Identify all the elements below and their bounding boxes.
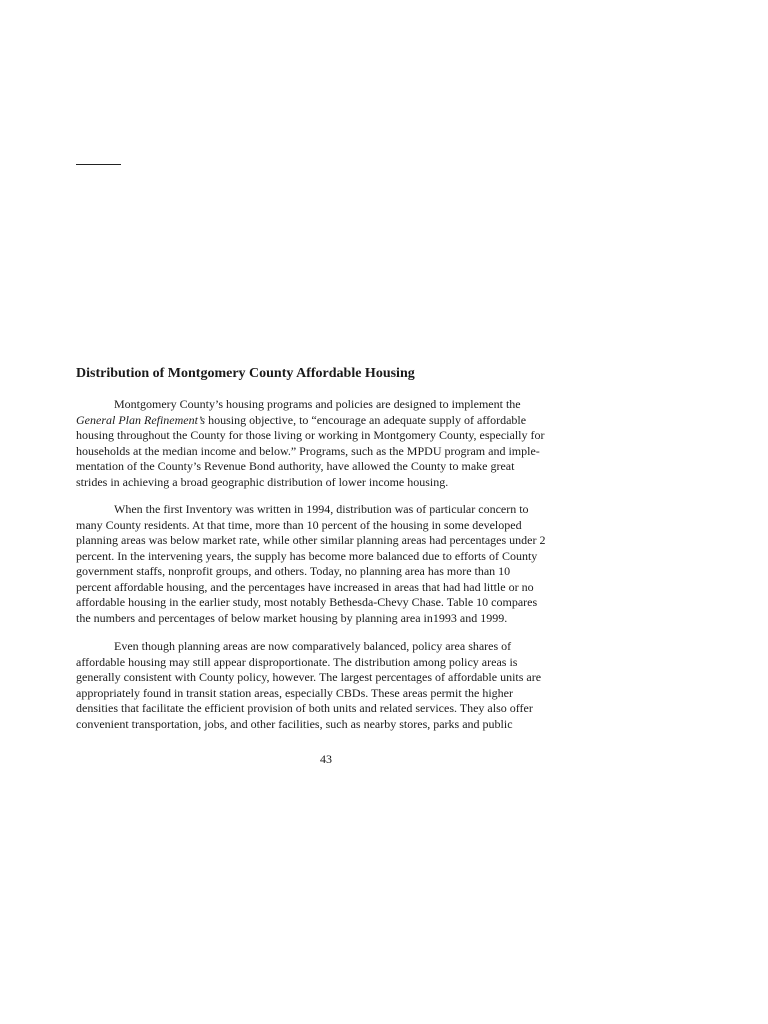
paragraph-1 bbox=[76, 397, 596, 490]
paragraph-line: percent. In the intervening years, the supply has become more balanced due to efforts of County bbox=[76, 548, 538, 563]
italic-title: General Plan Refinement’s bbox=[76, 412, 206, 427]
paragraph-line: When the first Inventory was written in 1994, distribution was of particular concern to bbox=[114, 502, 529, 516]
paragraph-line: mentation of the County’s Revenue Bond authority, have allowed the County to make great bbox=[76, 459, 515, 473]
paragraph-line: the numbers and percentages of below market housing by planning area in1993 and 1999. bbox=[76, 610, 508, 625]
paragraph-line: appropriately found in transit station areas, especially CBDs. These areas permit the higher bbox=[76, 685, 513, 700]
paragraph-line: affordable housing may still appear disproportionate. The distribution among policy areas is bbox=[76, 654, 518, 669]
paragraph-line: percent affordable housing, and the percentages have increased in areas that had had little or no bbox=[76, 579, 534, 594]
page-number: 43 bbox=[320, 752, 332, 766]
paragraph-line: government staffs, nonprofit groups, and others. Today, no planning area has more than 10 bbox=[76, 564, 511, 578]
paragraph-line: densities that facilitate the efficient provision of both units and related services. They also offer bbox=[76, 701, 533, 715]
paragraph-line: generally consistent with County policy, however. The largest percentages of affordable units are bbox=[76, 670, 542, 684]
paragraph-line-text: housing objective, to “encourage an adequate supply of affordable bbox=[208, 412, 527, 427]
paragraph-line: planning areas was below market rate, while other similar planning areas had percentages under 2 bbox=[76, 533, 546, 547]
paragraph-line: housing throughout the County for those living or working in Montgomery County, especially for bbox=[76, 428, 545, 442]
paragraph-line bbox=[76, 413, 596, 429]
paragraph-line: affordable housing in the earlier study, most notably Bethesda-Chevy Chase. Table 10 compares bbox=[76, 595, 538, 609]
footnote-separator-rule bbox=[76, 164, 121, 165]
paragraph-2 bbox=[76, 502, 596, 626]
paragraph-3 bbox=[76, 639, 596, 732]
section-heading: Distribution of Montgomery County Affordable Housing bbox=[76, 366, 415, 381]
paragraph-line: Even though planning areas are now comparatively balanced, policy area shares of bbox=[114, 639, 512, 653]
paragraph-line: households at the median income and below.” Programs, such as the MPDU program and imple- bbox=[76, 443, 540, 458]
paragraph-line: convenient transportation, jobs, and other facilities, such as nearby stores, parks and public bbox=[76, 716, 513, 731]
paragraph-line: many County residents. At that time, more than 10 percent of the housing in some developed bbox=[76, 517, 522, 532]
paragraph-line: strides in achieving a broad geographic distribution of lower income housing. bbox=[76, 474, 449, 489]
paragraph-line: Montgomery County’s housing programs and policies are designed to implement the bbox=[114, 397, 521, 411]
